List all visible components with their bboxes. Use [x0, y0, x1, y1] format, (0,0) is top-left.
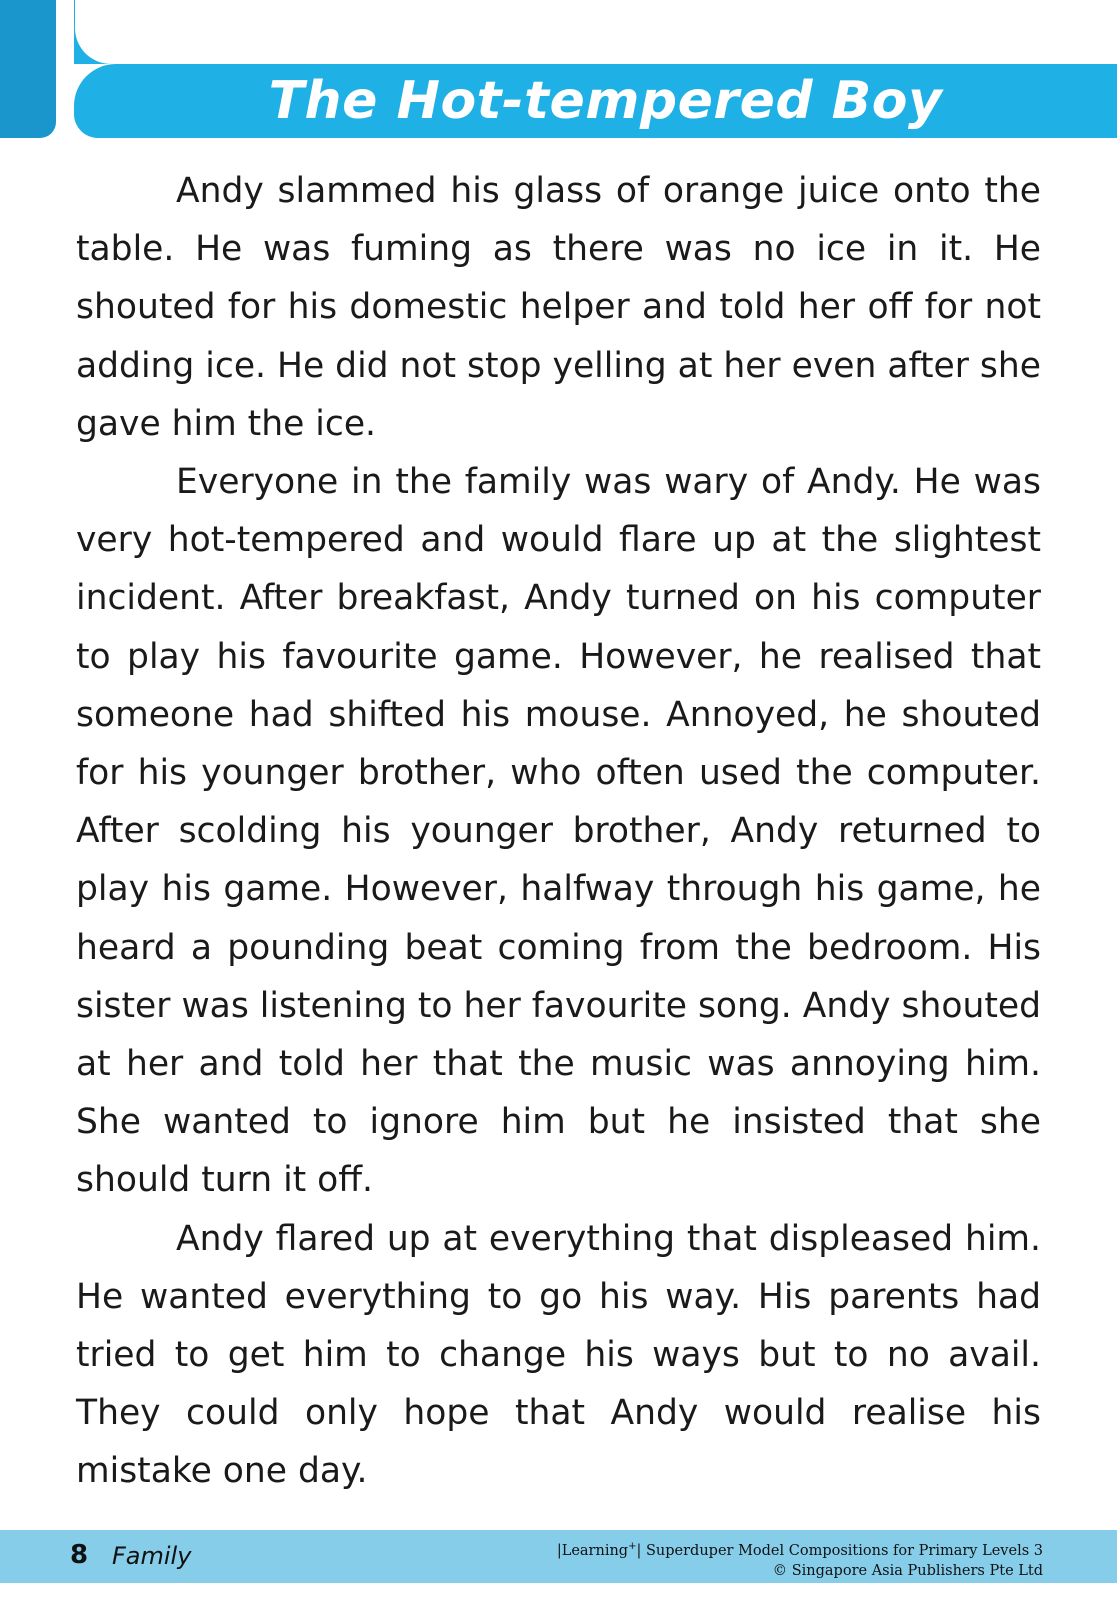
footer-brand-sup: +: [628, 1541, 637, 1552]
footer-book-line: [557, 1537, 1043, 1561]
story-paragraph-1: Andy slammed his glass of orange juice onto the table. He was fuming as there was no ice in it. He shouted for his domestic helper and told her off for not adding ice. He did not stop yelling at her even after she gave him the ice.: [76, 171, 1041, 444]
footer-credit: [557, 1537, 1043, 1581]
story-paragraph-2: Everyone in the family was wary of Andy. He was very hot-tempered and would flare up at the slightest incident. After breakfast, Andy turned on his computer to play his favourite game. However, he realised that someone had shifted his mouse. Annoyed, he shouted for his younger brother, who often used the computer. After scolding his younger brother, Andy returned to play his game. However, halfway through his game, he heard a pounding beat coming from the bedroom. His sister was listening to her favourite song. Andy shouted at her and told her that the music was annoying him. She wanted to ignore him but he insisted that she should turn it off.: [76, 462, 1041, 1201]
page-title: The Hot-tempered Boy: [268, 71, 943, 131]
story-paragraph-3: Andy flared up at everything that displeased him. He wanted everything to go his way. His parents had tried to get him to change his ways but to no avail. They could only hope that Andy would realise his mistake one day.: [76, 1218, 1041, 1492]
footer-copyright: © Singapore Asia Publishers Pte Ltd: [772, 1562, 1043, 1579]
page-number: 8: [70, 1540, 89, 1570]
footer-section-label: Family: [112, 1542, 192, 1570]
banner-notch-decoration: [74, 0, 150, 64]
story-body: [76, 162, 1041, 1501]
left-tab-decoration: [0, 0, 56, 138]
footer-brand: |Learning: [556, 1542, 629, 1559]
footer-book-title: | Superduper Model Compositions for Primary Levels 3: [636, 1542, 1043, 1559]
